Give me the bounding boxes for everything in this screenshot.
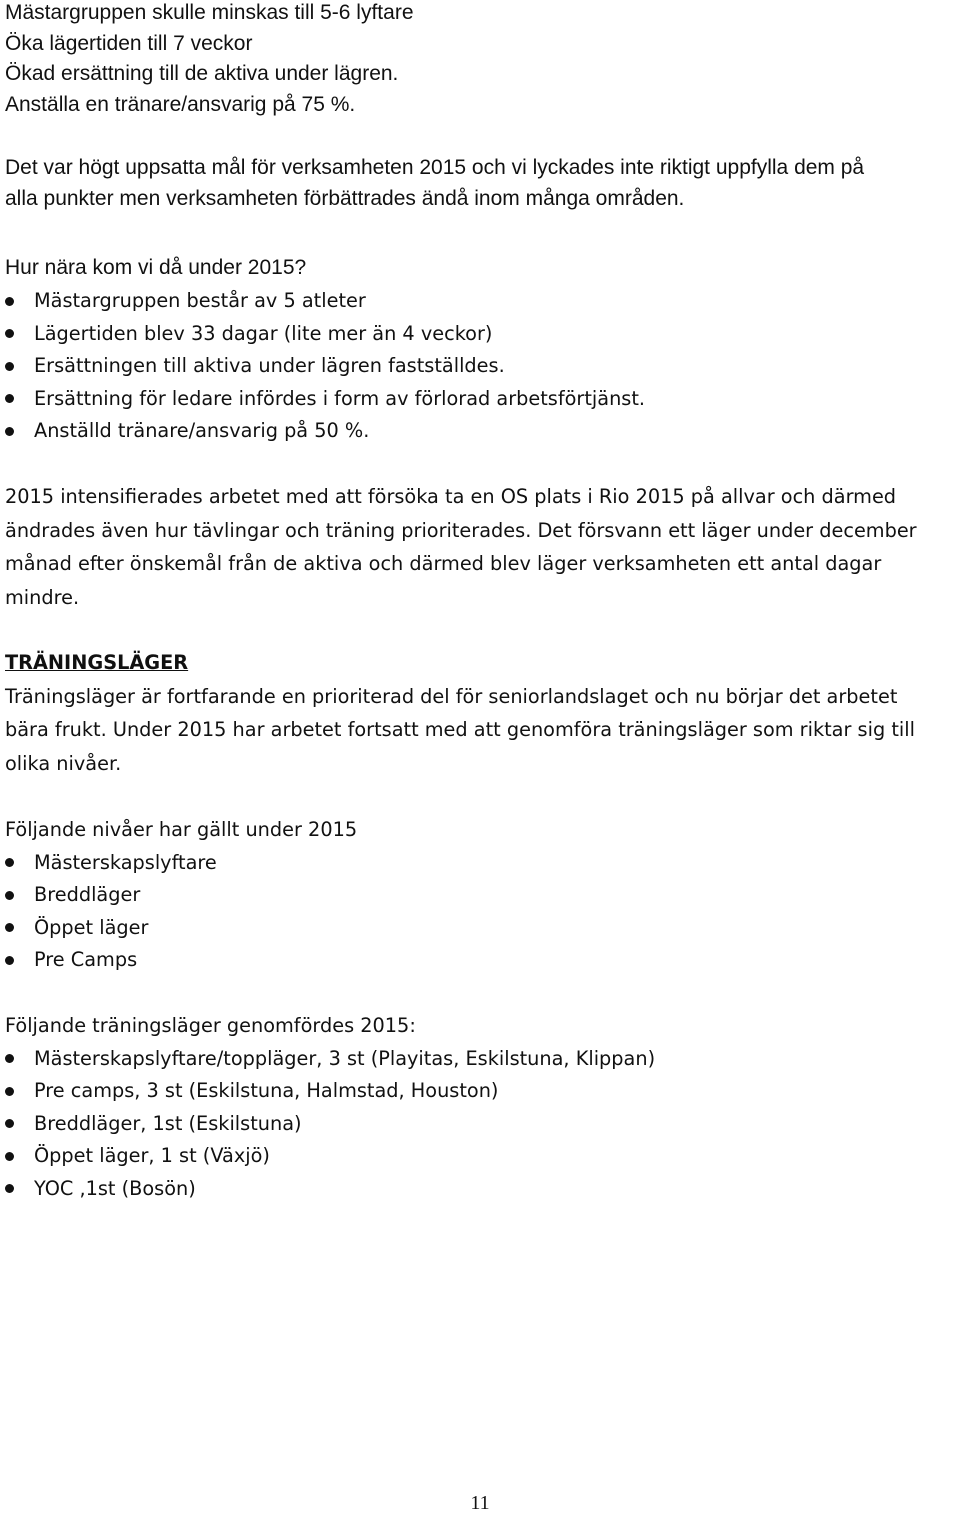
bullet-icon [5, 1184, 14, 1193]
bullet-icon [5, 1087, 14, 1096]
training-camps-section [5, 646, 955, 780]
camps-held-section [5, 1009, 655, 1205]
list-item [5, 1075, 655, 1108]
goals-block [5, 0, 414, 120]
bullet-icon [5, 427, 14, 436]
list-item [5, 318, 645, 351]
list-item-text: Pre Camps [34, 948, 138, 971]
paragraph-line: Det var högt uppsatta mål för verksamheten 2015 och vi lyckades inte riktigt uppfylla dem på [5, 156, 865, 179]
goal-line: Mästargruppen skulle minskas till 5-6 lyftare [5, 1, 414, 24]
paragraph-line: olika nivåer. [5, 751, 122, 775]
summary-paragraph [5, 153, 864, 214]
list-item [5, 879, 357, 912]
list-item [5, 285, 645, 318]
goal-line: Öka lägertiden till 7 veckor [5, 31, 253, 55]
levels-section [5, 813, 357, 977]
list-item [5, 350, 645, 383]
list-item-text: Lägertiden blev 33 dagar (lite mer än 4 veckor) [34, 321, 493, 345]
list-item-text: Öppet läger, 1 st (Växjö) [34, 1144, 270, 1167]
list-item-text: Öppet läger [34, 915, 149, 939]
paragraph-line: ändrades även hur tävlingar och träning prioriterades. Det försvann ett läger under december [5, 518, 917, 542]
progress-question [5, 253, 306, 284]
bullet-icon [5, 394, 14, 403]
section-heading: TRÄNINGSLÄGER [5, 651, 189, 674]
list-item-text: Ersättningen till aktiva under lägren fastställdes. [34, 354, 505, 377]
list-item [5, 1173, 655, 1206]
list-item [5, 1140, 655, 1173]
list-item-text: YOC ,1st (Bosön) [34, 1176, 196, 1200]
bullet-icon [5, 956, 14, 965]
paragraph-line: alla punkter men verksamheten förbättrades ändå inom många områden. [5, 186, 685, 210]
list-item [5, 1108, 655, 1141]
paragraph-line: Träningsläger är fortfarande en prioriterad del för seniorlandslaget och nu börjar det arbetet [5, 684, 898, 708]
bullet-icon [5, 923, 14, 932]
list-item [5, 912, 357, 945]
list-item-text: Pre camps, 3 st (Eskilstuna, Halmstad, Houston) [34, 1079, 499, 1102]
list-item [5, 383, 645, 416]
list-item-text: Breddläger [34, 883, 141, 906]
goal-line: Ökad ersättning till de aktiva under lägren. [5, 62, 399, 85]
camps-held-list [5, 1043, 655, 1206]
bullet-icon [5, 891, 14, 900]
os-paragraph [5, 480, 955, 614]
bullet-icon [5, 858, 14, 867]
paragraph-line: 2015 intensifierades arbetet med att försöka ta en OS plats i Rio 2015 på allvar och därmed [5, 485, 897, 508]
page-number: 11 [470, 1492, 490, 1514]
bullet-icon [5, 362, 14, 371]
paragraph-line: bära frukt. Under 2015 har arbetet fortsatt med att genomföra träningsläger som riktar sig till [5, 718, 915, 741]
bullet-icon [5, 1119, 14, 1128]
list-item-text: Mästargruppen består av 5 atleter [34, 289, 366, 312]
list-item-text: Breddläger, 1st (Eskilstuna) [34, 1111, 302, 1135]
bullet-icon [5, 1152, 14, 1161]
list-item [5, 415, 645, 448]
list-item [5, 1043, 655, 1076]
list-item-text: Mästerskapslyftare/toppläger, 3 st (Playitas, Eskilstuna, Klippan) [34, 1046, 656, 1070]
bullet-icon [5, 297, 14, 306]
list-item [5, 944, 357, 977]
bullet-icon [5, 1054, 14, 1063]
list-item [5, 847, 357, 880]
paragraph-line: mindre. [5, 585, 80, 609]
levels-list [5, 847, 357, 977]
list-item-text: Ersättning för ledare infördes i form av förlorad arbetsförtjänst. [34, 386, 646, 410]
paragraph-line: månad efter önskemål från de aktiva och därmed blev läger verksamheten ett antal dagar [5, 552, 882, 575]
question-text: Hur nära kom vi då under 2015? [5, 256, 307, 279]
list-item-text: Mästerskapslyftare [34, 850, 217, 874]
progress-bullet-list [5, 285, 645, 448]
goal-line: Anställa en tränare/ansvarig på 75 %. [5, 92, 356, 116]
list-item-text: Anställd tränare/ansvarig på 50 %. [34, 419, 370, 442]
list-intro: Följande träningsläger genomfördes 2015: [5, 1014, 416, 1037]
bullet-icon [5, 329, 14, 338]
list-intro: Följande nivåer har gällt under 2015 [5, 818, 358, 841]
